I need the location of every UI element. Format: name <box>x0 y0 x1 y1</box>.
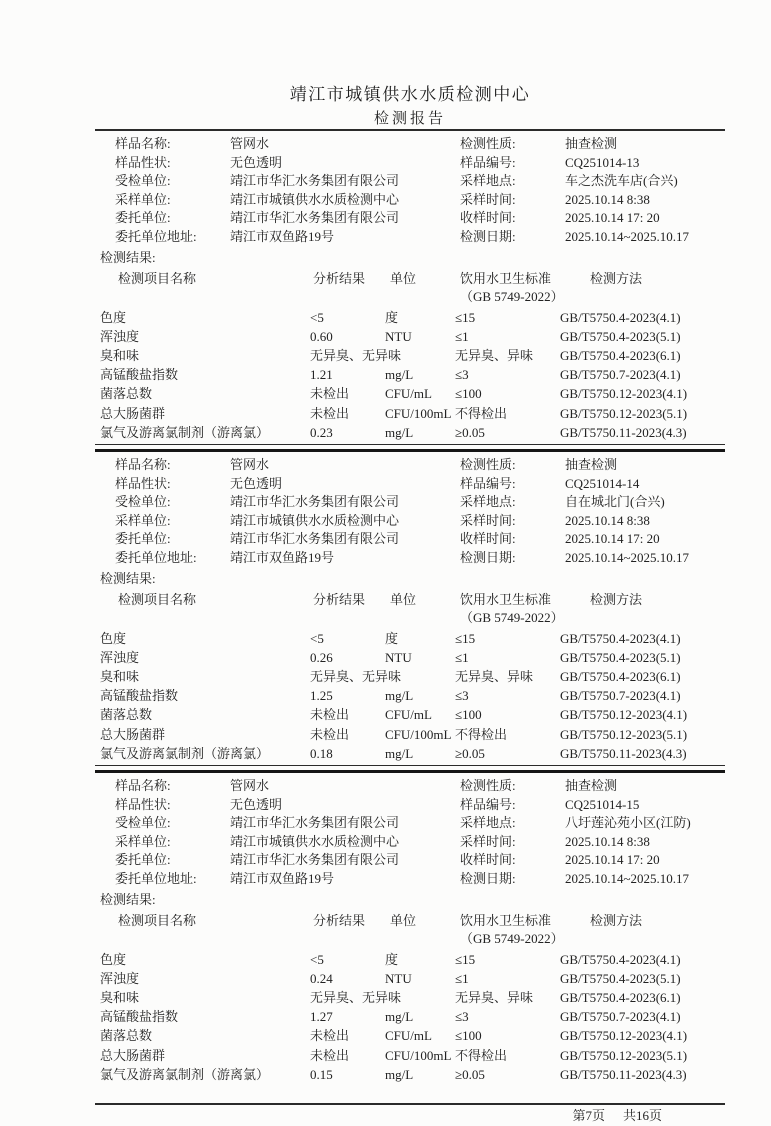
column-header-unit: 单位 <box>390 912 417 928</box>
item-cell: 氯气及游离氯制剂（游离氯） <box>100 745 270 761</box>
info-label: 采样时间: <box>460 191 516 207</box>
info-label: 收样时间: <box>460 210 516 226</box>
column-header-unit: 单位 <box>390 270 417 286</box>
result-cell: 未检出 <box>310 1028 350 1044</box>
info-value: 2025.10.14 17: 20 <box>565 210 660 226</box>
info-value: 无色透明 <box>230 475 283 491</box>
info-value: CQ251014-15 <box>565 796 640 812</box>
unit-cell: NTU <box>385 649 412 665</box>
method-cell: GB/T5750.7-2023(4.1) <box>560 1009 681 1025</box>
column-header-result: 分析结果 <box>313 591 366 607</box>
results-table <box>95 308 725 442</box>
table-row <box>95 725 725 744</box>
standard-header-line2: （GB 5749-2022） <box>460 288 564 304</box>
info-label: 委托单位: <box>115 852 171 868</box>
standard-cell: ≤15 <box>455 630 476 646</box>
method-cell: GB/T5750.4-2023(4.1) <box>560 630 681 646</box>
unit-cell <box>385 346 455 365</box>
results-table <box>95 629 725 763</box>
info-value: 2025.10.14~2025.10.17 <box>565 228 690 244</box>
results-label: 检测结果: <box>100 891 156 907</box>
column-header-item: 检测项目名称 <box>118 591 197 607</box>
item-cell: 氯气及游离氯制剂（游离氯） <box>100 1066 270 1082</box>
info-label: 检测性质: <box>460 456 516 472</box>
table-row <box>95 1046 725 1065</box>
result-cell: 未检出 <box>310 1047 350 1063</box>
result-cell: 未检出 <box>310 726 350 742</box>
info-value: 八圩莲沁苑小区(江防) <box>565 815 691 831</box>
standard-cell: ≥0.05 <box>455 424 485 440</box>
info-value: 无色透明 <box>230 796 283 812</box>
standard-header-line2: （GB 5749-2022） <box>460 930 564 946</box>
standard-cell: ≥0.05 <box>455 1066 485 1082</box>
info-label: 采样时间: <box>460 833 516 849</box>
item-cell: 总大肠菌群 <box>100 1047 166 1063</box>
report-title: 检测报告 <box>373 111 446 127</box>
result-cell: 无异臭、无异味 <box>310 668 402 684</box>
unit-cell: CFU/100mL <box>385 405 452 421</box>
unit-cell: NTU <box>385 328 412 344</box>
section-divider-thin <box>95 765 725 766</box>
sample-section <box>95 777 725 1084</box>
column-header-unit: 单位 <box>390 591 417 607</box>
method-cell: GB/T5750.4-2023(4.1) <box>560 309 681 325</box>
sample-info <box>95 456 725 568</box>
item-cell: 高锰酸盐指数 <box>100 367 179 383</box>
method-cell: GB/T5750.4-2023(5.1) <box>560 328 681 344</box>
info-label: 样品性状: <box>115 154 171 170</box>
method-cell: GB/T5750.12-2023(5.1) <box>560 405 688 421</box>
info-label: 受检单位: <box>115 494 171 510</box>
info-label: 采样地点: <box>460 173 516 189</box>
unit-cell: mg/L <box>385 1009 414 1025</box>
standard-cell: ≤15 <box>455 951 476 967</box>
info-value: 2025.10.14 8:38 <box>565 512 650 528</box>
standard-cell: 无异臭、异味 <box>455 347 534 363</box>
info-value: 管网水 <box>230 136 270 151</box>
standard-cell: ≤15 <box>455 309 476 325</box>
info-label: 委托单位地址: <box>115 228 197 244</box>
info-value: 靖江市城镇供水水质检测中心 <box>230 833 400 849</box>
info-value: 2025.10.14 17: 20 <box>565 531 660 547</box>
unit-cell: 度 <box>385 630 399 646</box>
result-cell: 0.26 <box>310 649 333 665</box>
standard-cell: 不得检出 <box>455 726 508 742</box>
table-header-row <box>95 591 725 627</box>
info-label: 受检单位: <box>115 815 171 831</box>
standard-cell: ≤100 <box>455 707 482 723</box>
standard-cell: ≤100 <box>455 386 482 402</box>
result-cell: <5 <box>310 309 324 325</box>
results-table <box>95 950 725 1084</box>
result-cell: 未检出 <box>310 707 350 723</box>
unit-cell: mg/L <box>385 367 414 383</box>
info-value: 靖江市城镇供水水质检测中心 <box>230 512 400 528</box>
unit-cell: CFU/100mL <box>385 1047 452 1063</box>
table-row <box>95 705 725 724</box>
standard-cell: ≤100 <box>455 1028 482 1044</box>
unit-cell: 度 <box>385 951 399 967</box>
info-value: 靖江市双鱼路19号 <box>230 549 335 565</box>
standard-cell: 不得检出 <box>455 1047 508 1063</box>
info-value: 靖江市双鱼路19号 <box>230 870 335 886</box>
standard-cell: ≤3 <box>455 1009 469 1025</box>
unit-cell <box>385 667 455 686</box>
info-value: 靖江市华汇水务集团有限公司 <box>230 173 400 189</box>
method-cell: GB/T5750.12-2023(5.1) <box>560 1047 688 1063</box>
info-label: 委托单位: <box>115 531 171 547</box>
item-cell: 浑浊度 <box>100 328 140 344</box>
info-label: 采样单位: <box>115 512 171 528</box>
table-row <box>95 384 725 403</box>
info-label: 委托单位: <box>115 210 171 226</box>
info-label: 检测性质: <box>460 136 516 151</box>
info-label: 委托单位地址: <box>115 870 197 886</box>
info-label: 收样时间: <box>460 531 516 547</box>
page-total: 共16页 <box>622 1107 662 1123</box>
method-cell: GB/T5750.11-2023(4.3) <box>560 745 687 761</box>
info-value: 抽查检测 <box>565 456 618 472</box>
item-cell: 色度 <box>100 309 127 325</box>
method-cell: GB/T5750.11-2023(4.3) <box>560 424 687 440</box>
info-label: 样品名称: <box>115 777 171 793</box>
table-row <box>95 744 725 763</box>
column-header-item: 检测项目名称 <box>118 270 197 286</box>
info-value: 2025.10.14~2025.10.17 <box>565 549 690 565</box>
info-value: 管网水 <box>230 456 270 472</box>
page-footer <box>95 1106 725 1126</box>
info-value: 2025.10.14 8:38 <box>565 833 650 849</box>
page-number: 第7页 <box>572 1107 605 1123</box>
item-cell: 总大肠菌群 <box>100 405 166 421</box>
item-cell: 菌落总数 <box>100 1028 153 1044</box>
info-label: 受检单位: <box>115 173 171 189</box>
item-cell: 色度 <box>100 951 127 967</box>
info-label: 样品编号: <box>460 154 516 170</box>
info-label: 检测日期: <box>460 549 516 565</box>
item-cell: 氯气及游离氯制剂（游离氯） <box>100 424 270 440</box>
section-divider-thick <box>95 770 725 773</box>
result-cell: <5 <box>310 951 324 967</box>
results-label: 检测结果: <box>100 570 156 586</box>
table-row <box>95 1065 725 1084</box>
table-row <box>95 1007 725 1026</box>
info-value: 靖江市城镇供水水质检测中心 <box>230 191 400 207</box>
standard-cell: 无异臭、异味 <box>455 989 534 1005</box>
unit-cell: CFU/mL <box>385 1028 432 1044</box>
result-cell: 1.27 <box>310 1009 333 1025</box>
info-label: 检测性质: <box>460 777 516 793</box>
result-cell: 0.23 <box>310 424 333 440</box>
method-cell: GB/T5750.12-2023(4.1) <box>560 707 688 723</box>
unit-cell: mg/L <box>385 424 414 440</box>
info-value: 靖江市华汇水务集团有限公司 <box>230 815 400 831</box>
result-cell: 0.15 <box>310 1066 333 1082</box>
result-cell: <5 <box>310 630 324 646</box>
info-label: 样品编号: <box>460 796 516 812</box>
method-cell: GB/T5750.12-2023(4.1) <box>560 1028 688 1044</box>
info-value: CQ251014-13 <box>565 154 640 170</box>
info-value: 2025.10.14~2025.10.17 <box>565 870 690 886</box>
method-cell: GB/T5750.4-2023(6.1) <box>560 668 681 684</box>
sample-section <box>95 135 725 452</box>
report-content <box>95 135 725 1126</box>
column-header-result: 分析结果 <box>313 912 366 928</box>
method-cell: GB/T5750.4-2023(6.1) <box>560 989 681 1005</box>
info-value: 2025.10.14 8:38 <box>565 191 650 207</box>
result-cell: 无异臭、无异味 <box>310 347 402 363</box>
info-label: 样品性状: <box>115 796 171 812</box>
info-label: 采样地点: <box>460 815 516 831</box>
item-cell: 臭和味 <box>100 347 140 363</box>
item-cell: 菌落总数 <box>100 386 153 402</box>
unit-cell: CFU/mL <box>385 707 432 723</box>
standard-cell: ≤3 <box>455 367 469 383</box>
column-header-item: 检测项目名称 <box>118 912 197 928</box>
table-row <box>95 423 725 442</box>
item-cell: 总大肠菌群 <box>100 726 166 742</box>
unit-cell: NTU <box>385 970 412 986</box>
unit-cell: mg/L <box>385 1066 414 1082</box>
info-value: 车之杰洗车店(合兴) <box>565 173 678 189</box>
method-cell: GB/T5750.12-2023(5.1) <box>560 726 688 742</box>
table-row <box>95 1026 725 1045</box>
column-header-standard <box>455 912 564 948</box>
results-label: 检测结果: <box>100 249 156 265</box>
info-value: 抽查检测 <box>565 136 618 151</box>
info-value: 2025.10.14 17: 20 <box>565 852 660 868</box>
table-row <box>95 308 725 327</box>
method-cell: GB/T5750.7-2023(4.1) <box>560 367 681 383</box>
table-row <box>95 365 725 384</box>
item-cell: 浑浊度 <box>100 970 140 986</box>
result-cell: 1.21 <box>310 367 333 383</box>
info-label: 样品名称: <box>115 456 171 472</box>
item-cell: 臭和味 <box>100 668 140 684</box>
section-divider-thick <box>95 449 725 452</box>
sample-info <box>95 135 725 247</box>
sample-sections <box>95 135 725 1084</box>
standard-cell: ≤1 <box>455 649 469 665</box>
footer-divider <box>95 1103 725 1105</box>
result-cell: 0.24 <box>310 970 333 986</box>
sample-info <box>95 777 725 889</box>
column-header-method: 检测方法 <box>590 270 643 286</box>
result-cell: 0.60 <box>310 328 333 344</box>
title-divider <box>95 129 725 131</box>
unit-cell: CFU/mL <box>385 386 432 402</box>
table-row <box>95 686 725 705</box>
info-value: 抽查检测 <box>565 777 618 793</box>
info-label: 采样时间: <box>460 512 516 528</box>
table-row <box>95 988 725 1007</box>
standard-cell: ≤1 <box>455 328 469 344</box>
standard-header-line2: （GB 5749-2022） <box>460 609 564 625</box>
info-label: 样品名称: <box>115 136 171 151</box>
unit-cell: mg/L <box>385 688 414 704</box>
column-header-method: 检测方法 <box>590 912 643 928</box>
method-cell: GB/T5750.4-2023(5.1) <box>560 649 681 665</box>
result-cell: 未检出 <box>310 405 350 421</box>
table-row <box>95 950 725 969</box>
unit-cell: 度 <box>385 309 399 325</box>
method-cell: GB/T5750.4-2023(4.1) <box>560 951 681 967</box>
standard-header-line1: 饮用水卫生标准 <box>460 270 552 286</box>
result-cell: 0.18 <box>310 745 333 761</box>
info-label: 检测日期: <box>460 228 516 244</box>
table-header-row <box>95 912 725 948</box>
info-label: 采样单位: <box>115 833 171 849</box>
table-row <box>95 404 725 423</box>
item-cell: 高锰酸盐指数 <box>100 688 179 704</box>
unit-cell: mg/L <box>385 745 414 761</box>
info-value: CQ251014-14 <box>565 475 640 491</box>
standard-cell: 不得检出 <box>455 405 508 421</box>
info-label: 样品编号: <box>460 475 516 491</box>
method-cell: GB/T5750.12-2023(4.1) <box>560 386 688 402</box>
standard-cell: ≥0.05 <box>455 745 485 761</box>
result-cell: 无异臭、无异味 <box>310 989 402 1005</box>
info-value: 靖江市华汇水务集团有限公司 <box>230 494 400 510</box>
info-label: 样品性状: <box>115 475 171 491</box>
result-cell: 1.25 <box>310 688 333 704</box>
method-cell: GB/T5750.7-2023(4.1) <box>560 688 681 704</box>
table-row <box>95 346 725 365</box>
info-value: 无色透明 <box>230 154 283 170</box>
standard-header-line1: 饮用水卫生标准 <box>460 591 552 607</box>
method-cell: GB/T5750.4-2023(5.1) <box>560 970 681 986</box>
standard-cell: ≤3 <box>455 688 469 704</box>
table-header-row <box>95 270 725 306</box>
standard-cell: 无异臭、异味 <box>455 668 534 684</box>
table-row <box>95 667 725 686</box>
table-row <box>95 969 725 988</box>
column-header-standard <box>455 591 564 627</box>
info-value: 靖江市双鱼路19号 <box>230 228 335 244</box>
column-header-method: 检测方法 <box>590 591 643 607</box>
result-cell: 未检出 <box>310 386 350 402</box>
item-cell: 臭和味 <box>100 989 140 1005</box>
item-cell: 菌落总数 <box>100 707 153 723</box>
method-cell: GB/T5750.4-2023(6.1) <box>560 347 681 363</box>
unit-cell <box>385 988 455 1007</box>
method-cell: GB/T5750.11-2023(4.3) <box>560 1066 687 1082</box>
column-header-standard <box>455 270 564 306</box>
item-cell: 浑浊度 <box>100 649 140 665</box>
info-label: 检测日期: <box>460 870 516 886</box>
org-title: 靖江市城镇供水水质检测中心 <box>289 85 531 104</box>
info-value: 自在城北门(合兴) <box>565 494 665 510</box>
info-label: 收样时间: <box>460 852 516 868</box>
table-row <box>95 327 725 346</box>
report-header <box>95 0 725 128</box>
item-cell: 高锰酸盐指数 <box>100 1009 179 1025</box>
info-label: 采样单位: <box>115 191 171 207</box>
table-row <box>95 648 725 667</box>
info-label: 委托单位地址: <box>115 549 197 565</box>
column-header-result: 分析结果 <box>313 270 366 286</box>
standard-cell: ≤1 <box>455 970 469 986</box>
section-divider-thin <box>95 444 725 445</box>
table-row <box>95 629 725 648</box>
info-value: 靖江市华汇水务集团有限公司 <box>230 531 400 547</box>
item-cell: 色度 <box>100 630 127 646</box>
info-label: 采样地点: <box>460 494 516 510</box>
info-value: 靖江市华汇水务集团有限公司 <box>230 852 400 868</box>
standard-header-line1: 饮用水卫生标准 <box>460 912 552 928</box>
info-value: 靖江市华汇水务集团有限公司 <box>230 210 400 226</box>
info-value: 管网水 <box>230 777 270 793</box>
unit-cell: CFU/100mL <box>385 726 452 742</box>
sample-section <box>95 456 725 773</box>
